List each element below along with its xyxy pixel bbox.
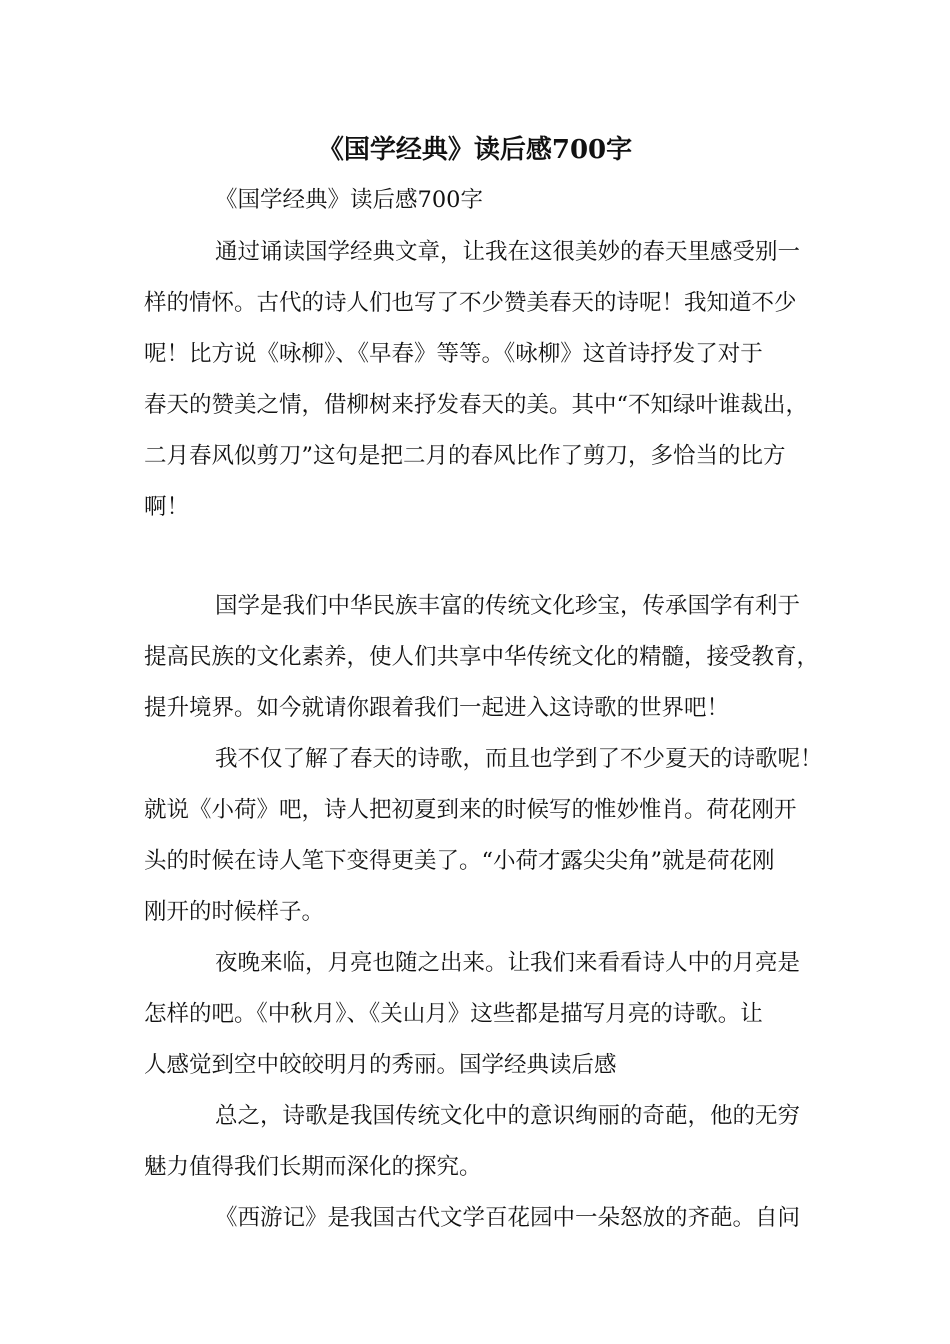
body-line: 魅力值得我们长期而深化的探究。 xyxy=(144,1154,482,1180)
body-line: 国学是我们中华民族丰富的传统文化珍宝，传承国学有利于 xyxy=(215,593,801,619)
body-line: 通过诵读国学经典文章，让我在这很美妙的春天里感受别一 xyxy=(215,239,801,265)
body-line: 提高民族的文化素养，使人们共享中华传统文化的精髓，接受教育， xyxy=(144,644,820,670)
body-line: 二月春风似剪刀”这句是把二月的春风比作了剪刀，多恰当的比方 xyxy=(144,443,786,469)
body-line: 样的情怀。古代的诗人们也写了不少赞美春天的诗呢！我知道不少 xyxy=(144,290,797,316)
body-line: 夜晚来临，月亮也随之出来。让我们来看看诗人中的月亮是 xyxy=(215,950,801,976)
body-line: 提升境界。如今就请你跟着我们一起进入这诗歌的世界吧！ xyxy=(144,695,730,721)
body-line: 刚开的时候样子。 xyxy=(144,899,325,925)
body-line: 啊！ xyxy=(144,494,190,520)
body-line: 总之，诗歌是我国传统文化中的意识绚丽的奇葩，他的无穷 xyxy=(215,1103,801,1129)
body-line: 头的时候在诗人笔下变得更美了。“小荷才露尖尖角”就是荷花刚 xyxy=(144,848,775,874)
body-line: 呢！比方说《咏柳》、《早春》等等。《咏柳》这首诗抒发了对于 xyxy=(144,341,763,367)
document-title: 《国学经典》读后感700字 xyxy=(317,135,633,165)
body-line: 《西游记》是我国古代文学百花园中一朵怒放的齐葩。自问 xyxy=(215,1205,801,1231)
body-line: 人感觉到空中皎皎明月的秀丽。国学经典读后感 xyxy=(144,1052,617,1078)
body-line: 我不仅了解了春天的诗歌，而且也学到了不少夏天的诗歌呢！ xyxy=(215,746,823,772)
body-line: 就说《小荷》吧，诗人把初夏到来的时候写的惟妙惟肖。荷花刚开 xyxy=(144,797,797,823)
body-line: 春天的赞美之情，借柳树来抒发春天的美。其中“不知绿叶谁裁出， xyxy=(144,392,809,418)
subtitle-line: 《国学经典》读后感700字 xyxy=(215,187,483,213)
body-line: 怎样的吧。《中秋月》、《关山月》这些都是描写月亮的诗歌。让 xyxy=(144,1001,763,1027)
